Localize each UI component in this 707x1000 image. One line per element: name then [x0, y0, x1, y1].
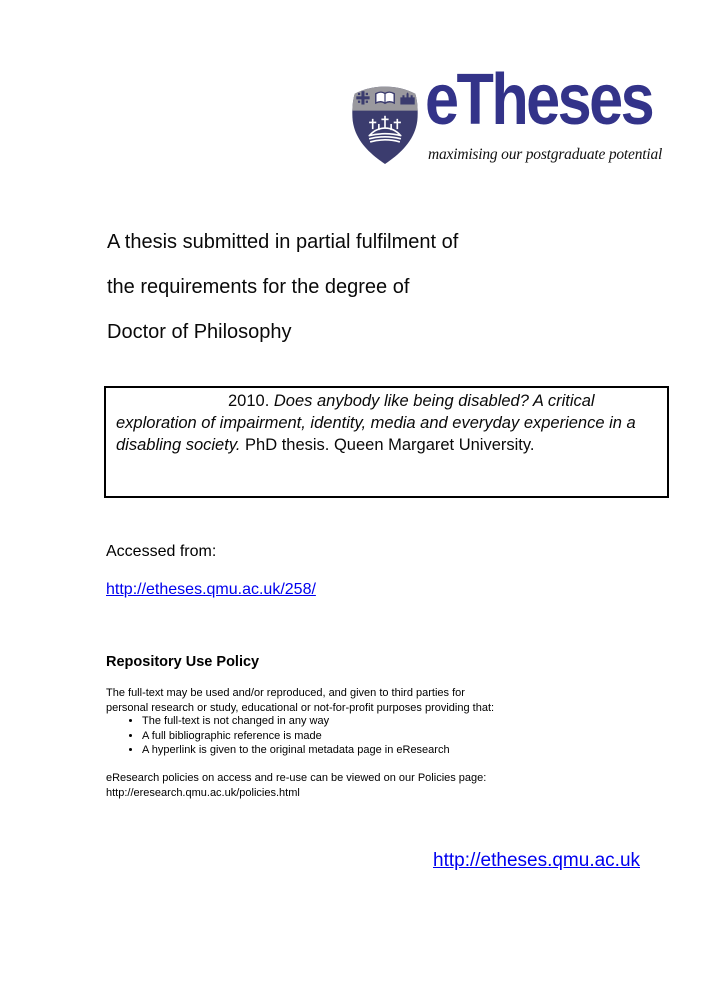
citation-box	[104, 386, 669, 498]
policy-intro-text: The full-text may be used and/or reproduced, and given to third parties for personal research or study, educational or not-for-profit purposes providing that:	[106, 687, 495, 714]
accessed-from-label: Accessed from:	[106, 543, 217, 560]
policy-footer-text: eResearch policies on access and re-use can be viewed on our Policies page:	[106, 772, 487, 784]
thesis-statement-line3: Doctor of Philosophy	[107, 321, 292, 343]
policy-bullet-item: • A full bibliographic reference is made	[142, 729, 552, 744]
open-book-icon	[376, 92, 394, 103]
etheses-home-link[interactable]: http://etheses.qmu.ac.uk	[433, 850, 641, 871]
etheses-wordmark: eTheses	[425, 60, 653, 140]
policy-bullet-list	[122, 714, 552, 758]
thesis-statement	[107, 220, 458, 355]
policy-bullet-item: • A hyperlink is given to the original metadata page in eResearch	[142, 743, 552, 758]
citation-text	[116, 390, 657, 456]
thesis-statement-line2: the requirements for the degree of	[107, 276, 410, 298]
thesis-record-link[interactable]: http://etheses.qmu.ac.uk/258/	[106, 581, 316, 598]
thesis-statement-line1: A thesis submitted in partial fulfilment of	[107, 231, 459, 253]
cross-icon	[356, 91, 369, 104]
citation-title: Does anybody like being disabled? A critical exploration of impairment, identity, media and everyday experience in a disabling society.	[116, 392, 636, 454]
policy-bullet-item: • The full-text is not changed in any way	[142, 714, 552, 729]
policy-footer	[106, 771, 546, 800]
citation-suffix: PhD thesis. Queen Margaret University.	[240, 436, 535, 454]
etheses-tagline: maximising our postgraduate potential	[428, 146, 663, 163]
etheses-logo	[348, 60, 670, 166]
qmu-shield-logo	[348, 84, 422, 166]
policy-footer-url: http://eresearch.qmu.ac.uk/policies.html	[106, 786, 300, 799]
repository-use-policy-heading: Repository Use Policy	[106, 654, 260, 670]
citation-year: 2010.	[228, 392, 274, 410]
